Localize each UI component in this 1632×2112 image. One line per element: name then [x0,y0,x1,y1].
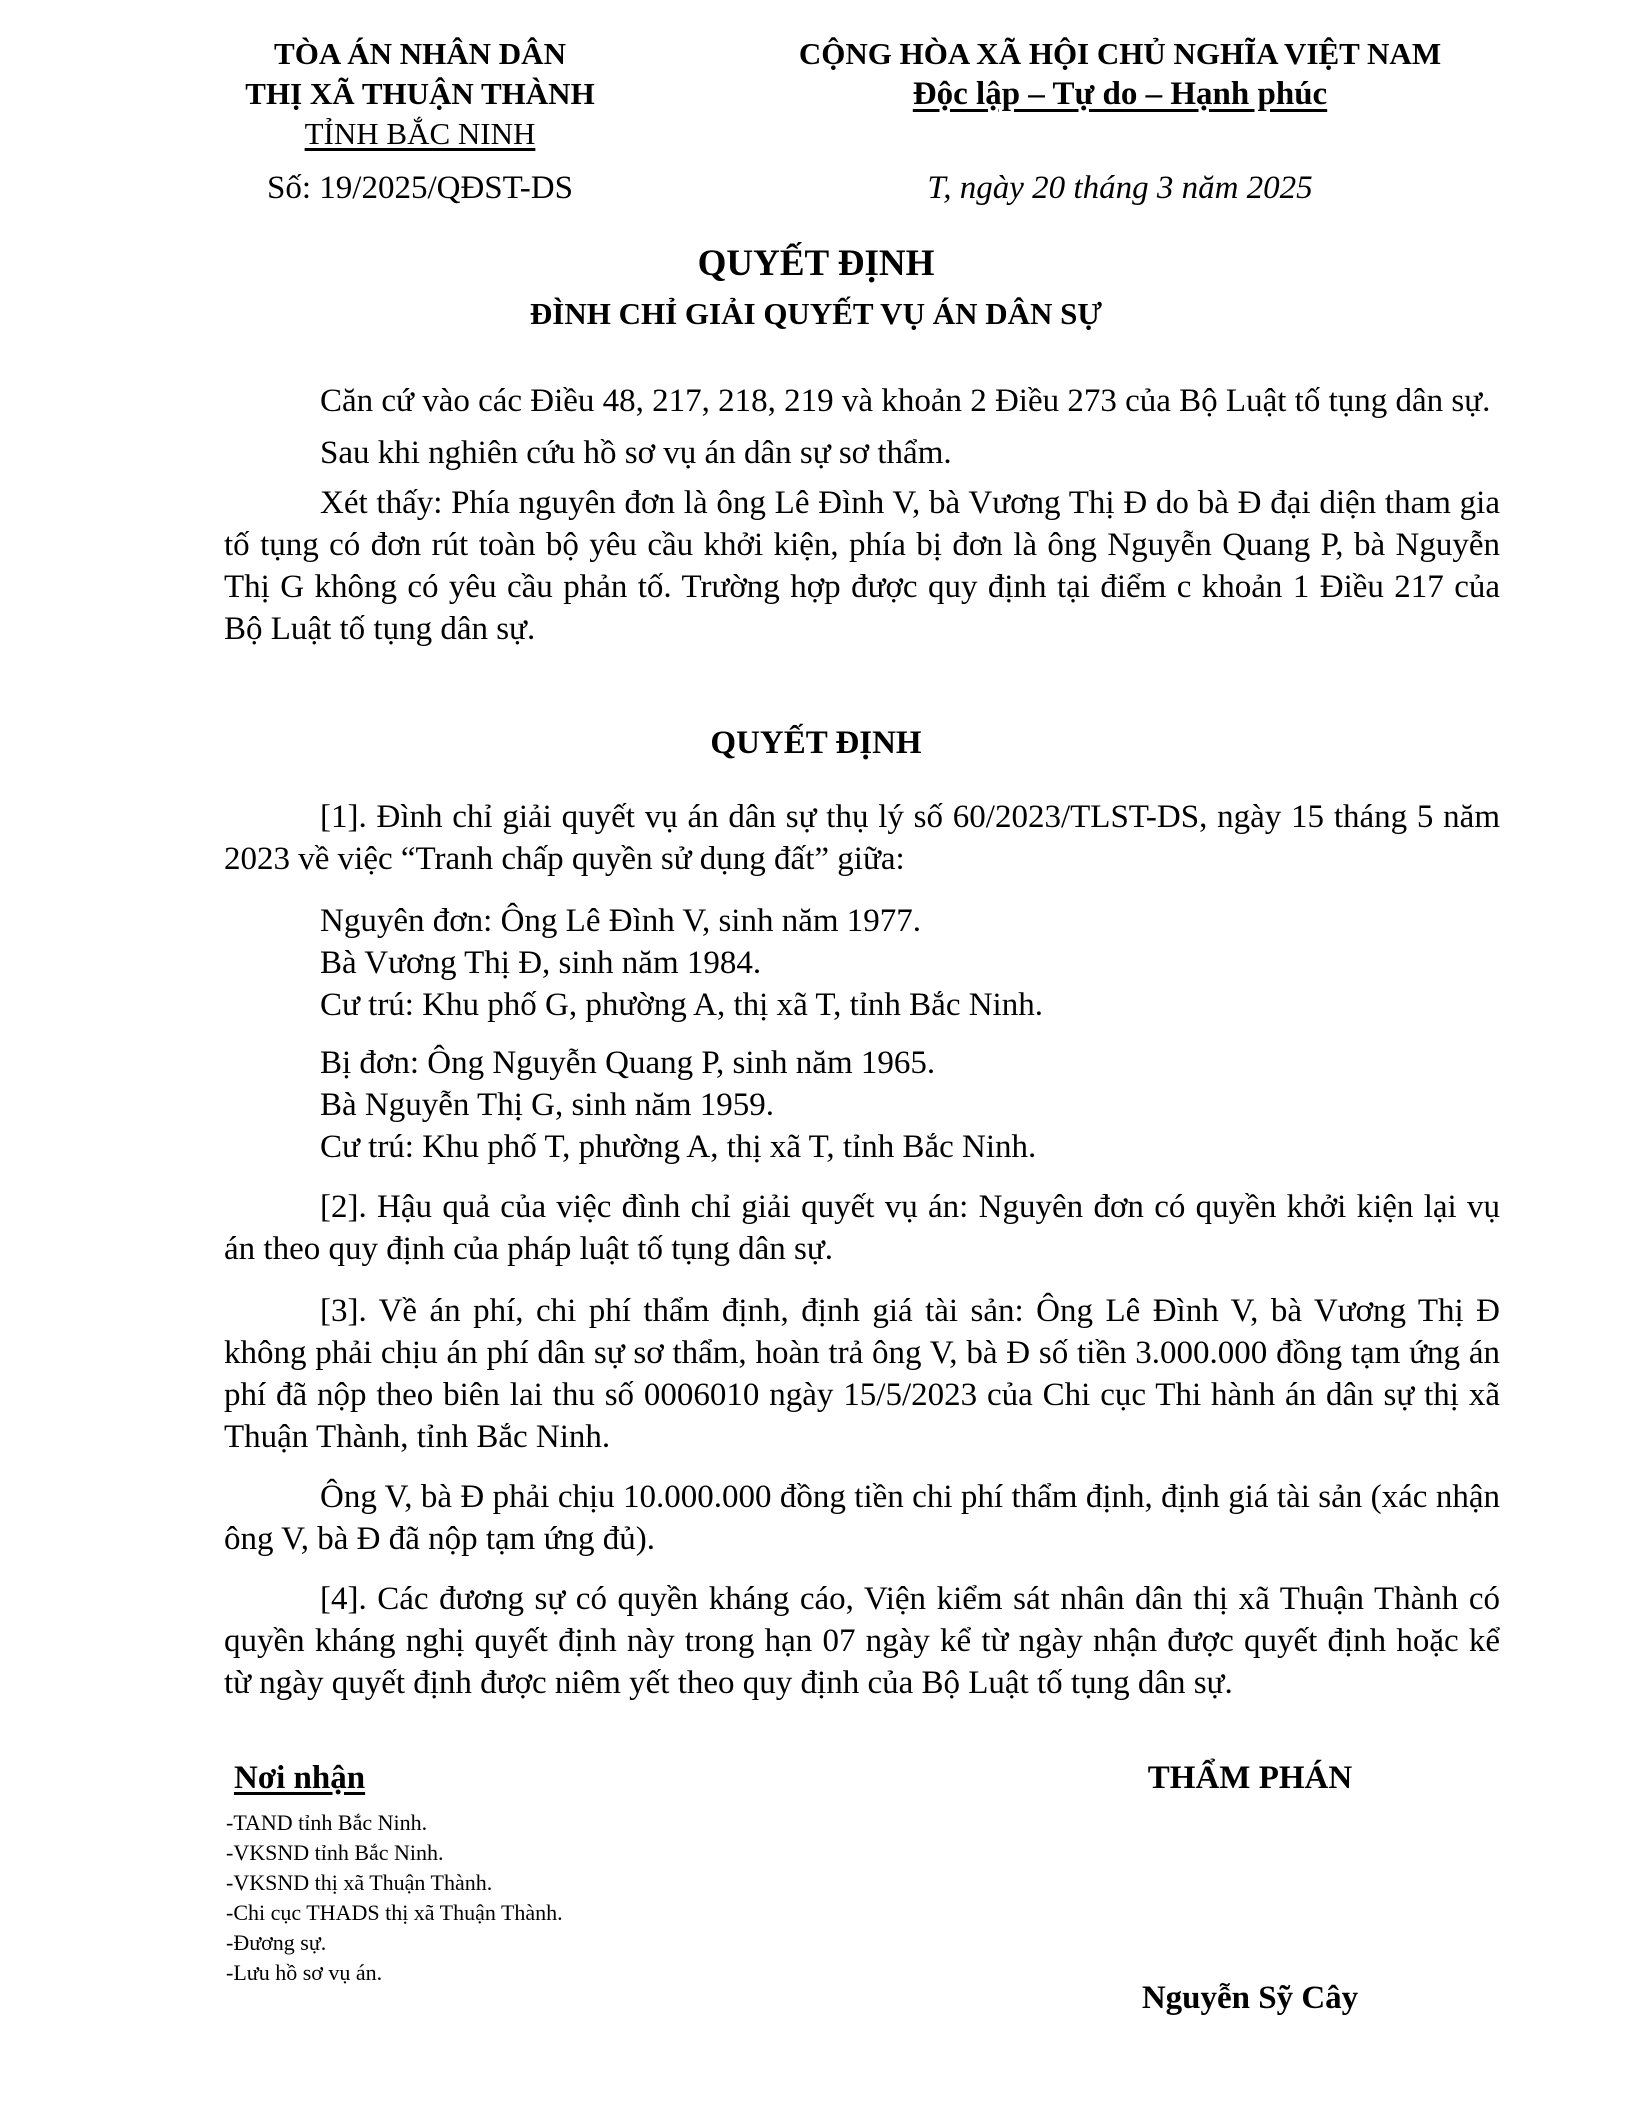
decision-heading: QUYẾT ĐỊNH [710,725,922,761]
decision-item-3 [224,1290,1500,1458]
recipient-item: -VKSND thị xã Thuận Thành. [226,1870,493,1895]
recipient-item: -VKSND tỉnh Bắc Ninh. [226,1840,444,1865]
document-date: T, ngày 20 tháng 3 năm 2025 [927,170,1313,206]
document-subtitle: ĐÌNH CHỈ GIẢI QUYẾT VỤ ÁN DÂN SỰ [529,296,1103,331]
plaintiff-line-2: Bà Vương Thị Đ, sinh năm 1984. [320,945,762,981]
recipients-list [226,1808,563,1988]
decision-item-4 [224,1578,1500,1704]
decision-item-1 [224,796,1500,880]
recipient-item: -Chi cục THADS thị xã Thuận Thành. [226,1900,563,1925]
court-province: TỈNH BẮC NINH [304,116,536,151]
legal-basis-paragraph: Căn cứ vào các Điều 48, 217, 218, 219 và khoản 2 Điều 273 của Bộ Luật tố tụng dân sự. [320,383,1491,419]
decision-item-2-text: [2]. Hậu quả của việc đình chỉ giải quyết vụ án: Nguyên đơn có quyền khởi kiện lại vụ án theo quy định của pháp luật tố tụng dân sự. [224,1189,1500,1267]
recipient-item: -TAND tỉnh Bắc Ninh. [226,1810,428,1835]
decision-item-1-text: [1]. Đình chỉ giải quyết vụ án dân sự thụ lý số 60/2023/TLST-DS, ngày 15 tháng 5 năm 2023 về việc “Tranh chấp quyền sử dụng đất” giữa: [224,799,1500,877]
court-header [200,34,640,154]
decision-item-3-text: [3]. Về án phí, chi phí thẩm định, định giá tài sản: Ông Lê Đình V, bà Vương Thị Đ không phải chịu án phí dân sự sơ thẩm, hoàn trả ông V, bà Đ số tiền 3.000.000 đồng tạm ứng án phí đã nộp theo biên lai thu số 0006010 ngày 15/5/2023 của Chi cục Thi hành án dân sự thị xã Thuận Thành, tỉnh Bắc Ninh. [224,1293,1500,1455]
decision-item-4-text: [4]. Các đương sự có quyền kháng cáo, Viện kiểm sát nhân dân thị xã Thuận Thành có quyền kháng nghị quyết định này trong hạn 07 ngày kể từ ngày nhận được quyết định hoặc kể từ ngày quyết định được niêm yết theo quy định của Bộ Luật tố tụng dân sự. [224,1581,1500,1701]
preamble [224,380,1500,650]
defendant-residence: Cư trú: Khu phố T, phường A, thị xã T, tỉnh Bắc Ninh. [320,1129,1037,1165]
recipient-item: -Lưu hồ sơ vụ án. [226,1960,383,1985]
plaintiff-line-1: Nguyên đơn: Ông Lê Đình V, sinh năm 1977. [320,903,922,939]
judge-title: THẨM PHÁN [1147,1760,1353,1796]
recipient-item: -Đương sự. [226,1930,327,1955]
consideration-paragraph: Xét thấy: Phía nguyên đơn là ông Lê Đình V, bà Vương Thị Đ do bà Đ đại diện tham gia tố tụng có đơn rút toàn bộ yêu cầu khởi kiện, phía bị đơn là ông Nguyễn Quang P, bà Nguyễn Thị G không có yêu cầu phản tố. Trường hợp được quy định tại điểm c khoản 1 Điều 217 của Bộ Luật tố tụng dân sự. [224,485,1500,647]
review-paragraph: Sau khi nghiên cứu hồ sơ vụ án dân sự sơ thẩm. [320,435,952,471]
court-name-line1: TÒA ÁN NHÂN DÂN [274,36,566,71]
national-motto: Độc lập – Tự do – Hạnh phúc [912,76,1328,112]
decision-item-3-cost [224,1476,1500,1560]
document-title: QUYẾT ĐỊNH [697,243,935,284]
defendant-line-1: Bị đơn: Ông Nguyễn Quang P, sinh năm 1965. [320,1045,936,1081]
nation-name: CỘNG HÒA XÃ HỘI CHỦ NGHĨA VIỆT NAM [798,36,1442,71]
decision-item-2 [224,1186,1500,1270]
document-number: Số: 19/2025/QĐST-DS [267,170,573,206]
judge-name: Nguyễn Sỹ Cây [1141,1980,1359,2016]
decision-item-3-cost-text: Ông V, bà Đ phải chịu 10.000.000 đồng tiền chi phí thẩm định, định giá tài sản (xác nhận ông V, bà Đ đã nộp tạm ứng đủ). [224,1479,1500,1557]
recipients-heading: Nơi nhận [234,1760,366,1796]
defendant-line-2: Bà Nguyễn Thị G, sinh năm 1959. [320,1087,775,1123]
nation-header [760,34,1480,114]
plaintiff-residence: Cư trú: Khu phố G, phường A, thị xã T, tỉnh Bắc Ninh. [320,987,1043,1023]
court-name-line2: THỊ XÃ THUẬN THÀNH [245,76,595,111]
